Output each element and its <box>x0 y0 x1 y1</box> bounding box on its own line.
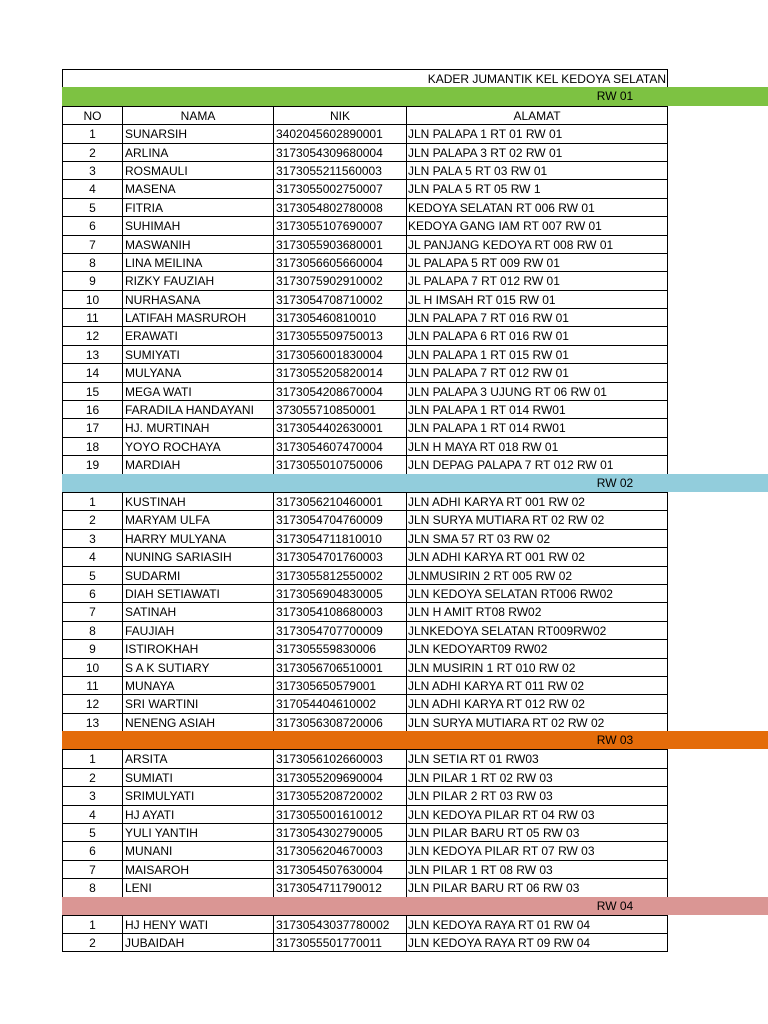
table-row <box>62 860 768 878</box>
cell-alamat[interactable]: JLN KEDOYA RAYA RT 01 RW 04 <box>406 915 668 933</box>
cell-alamat[interactable]: JLN PALAPA 7 RT 012 RW 01 <box>406 363 668 381</box>
cell-nik[interactable]: 3173056102660003 <box>273 749 406 767</box>
cell-alamat[interactable]: JLN SURYA MUTIARA RT 02 RW 02 <box>406 713 668 731</box>
cell-alamat[interactable]: JLN PALAPA 6 RT 016 RW 01 <box>406 326 668 344</box>
table-row <box>62 161 768 179</box>
cell-alamat[interactable]: JLN ADHI KARYA RT 011 RW 02 <box>406 676 668 694</box>
cell-no[interactable]: 11 <box>62 308 122 326</box>
cell-nama[interactable]: SATINAH <box>122 602 273 620</box>
cell-nik[interactable]: 317305559830006 <box>273 639 406 657</box>
table-row <box>62 510 768 528</box>
table-row <box>62 584 768 602</box>
cell-nama[interactable]: SUMIYATI <box>122 345 273 363</box>
cell-nik[interactable]: 3173054711810010 <box>273 529 406 547</box>
cell-no[interactable]: 13 <box>62 345 122 363</box>
cell-nama[interactable]: NURHASANA <box>122 290 273 308</box>
cell-nik[interactable]: 3173055107690007 <box>273 216 406 234</box>
cell-nama[interactable]: ARSITA <box>122 749 273 767</box>
cell-no[interactable]: 5 <box>62 198 122 216</box>
cell-nik[interactable]: 317305650579001 <box>273 676 406 694</box>
cell-nama[interactable]: MASENA <box>122 179 273 197</box>
cell-nik[interactable]: 3173055903680001 <box>273 235 406 253</box>
cell-no[interactable]: 2 <box>62 768 122 786</box>
cell-alamat[interactable]: KEDOYA SELATAN RT 006 RW 01 <box>406 198 668 216</box>
table-row <box>62 749 768 767</box>
cell-nik[interactable]: 3402045602890001 <box>273 124 406 142</box>
cell-alamat[interactable]: JLN KEDOYA PILAR RT 07 RW 03 <box>406 841 668 859</box>
cell-nik[interactable]: 3173054309680004 <box>273 143 406 161</box>
table-row <box>62 602 768 620</box>
cell-no[interactable]: 1 <box>62 124 122 142</box>
cell-nama[interactable]: RIZKY FAUZIAH <box>122 271 273 289</box>
cell-alamat[interactable]: JLN PALAPA 3 UJUNG RT 06 RW 01 <box>406 382 668 400</box>
cell-no[interactable]: 7 <box>62 860 122 878</box>
cell-nik[interactable]: NIK <box>273 106 406 124</box>
table-row <box>62 915 768 933</box>
cell-no[interactable]: 3 <box>62 161 122 179</box>
spreadsheet <box>62 69 768 952</box>
cell-nama[interactable]: MARYAM ULFA <box>122 510 273 528</box>
cell-nik[interactable]: 317054404610002 <box>273 694 406 712</box>
cell-no[interactable]: 4 <box>62 547 122 565</box>
cell-nik[interactable]: 3173055208720002 <box>273 786 406 804</box>
section-band-rw-04 <box>62 897 768 915</box>
table-row <box>62 216 768 234</box>
cell-nama[interactable]: FARADILA HANDAYANI <box>122 400 273 418</box>
cell-nama[interactable]: S A K SUTIARY <box>122 658 273 676</box>
cell-no[interactable]: 2 <box>62 510 122 528</box>
section-label: RW 03 <box>596 733 634 748</box>
cell-nik[interactable]: 3173054208670004 <box>273 382 406 400</box>
cell-no[interactable]: 5 <box>62 823 122 841</box>
table-row <box>62 547 768 565</box>
cell-nik[interactable]: 3173055010750006 <box>273 455 406 473</box>
table-row <box>62 179 768 197</box>
cell-nama[interactable]: FAUJIAH <box>122 621 273 639</box>
cell-no[interactable]: 6 <box>62 584 122 602</box>
cell-nama[interactable]: SRI WARTINI <box>122 694 273 712</box>
cell-nik[interactable]: 3173054701760003 <box>273 547 406 565</box>
cell-nama[interactable]: MAISAROH <box>122 860 273 878</box>
cell-no[interactable]: 19 <box>62 455 122 473</box>
cell-nik[interactable]: 3173055001610012 <box>273 805 406 823</box>
cell-nama[interactable]: SUMIATI <box>122 768 273 786</box>
cell-no[interactable]: 8 <box>62 878 122 896</box>
cell-nama[interactable]: SUHIMAH <box>122 216 273 234</box>
cell-alamat[interactable]: JLN KEDOYART09 RW02 <box>406 639 668 657</box>
cell-nama[interactable]: ISTIROKHAH <box>122 639 273 657</box>
cell-nik[interactable]: 3173055002750007 <box>273 179 406 197</box>
cell-alamat[interactable]: JLN PALAPA 1 RT 014 RW01 <box>406 400 668 418</box>
cell-nama[interactable]: DIAH SETIAWATI <box>122 584 273 602</box>
cell-nama[interactable]: ROSMAULI <box>122 161 273 179</box>
cell-nik[interactable]: 3173054108680003 <box>273 602 406 620</box>
cell-alamat[interactable]: JLN PALAPA 7 RT 016 RW 01 <box>406 308 668 326</box>
cell-nama[interactable]: LATIFAH MASRUROH <box>122 308 273 326</box>
cell-nama[interactable]: KUSTINAH <box>122 492 273 510</box>
cell-alamat[interactable]: JLN DEPAG PALAPA 7 RT 012 RW 01 <box>406 455 668 473</box>
table-row <box>62 400 768 418</box>
cell-no[interactable]: 9 <box>62 639 122 657</box>
cell-alamat[interactable]: JL H IMSAH RT 015 RW 01 <box>406 290 668 308</box>
cell-nik[interactable]: 3173054707700009 <box>273 621 406 639</box>
cell-nama[interactable]: ERAWATI <box>122 326 273 344</box>
cell-nik[interactable]: 3173056204670003 <box>273 841 406 859</box>
table-row <box>62 658 768 676</box>
cell-nama[interactable]: MASWANIH <box>122 235 273 253</box>
cell-no[interactable]: 16 <box>62 400 122 418</box>
header-row <box>62 106 768 124</box>
cell-nama[interactable]: MULYANA <box>122 363 273 381</box>
cell-nama[interactable]: HJ AYATI <box>122 805 273 823</box>
section-label: RW 04 <box>596 898 634 913</box>
table-body <box>62 87 768 951</box>
cell-no[interactable]: 2 <box>62 933 122 951</box>
cell-alamat[interactable]: JLNKEDOYA SELATAN RT009RW02 <box>406 621 668 639</box>
cell-nik[interactable]: 3173054607470004 <box>273 437 406 455</box>
cell-nik[interactable]: 3173055509750013 <box>273 326 406 344</box>
table-row <box>62 841 768 859</box>
cell-nik[interactable]: 3173054704760009 <box>273 510 406 528</box>
table-row <box>62 382 768 400</box>
table-row <box>62 529 768 547</box>
cell-no[interactable]: 17 <box>62 418 122 436</box>
cell-nama[interactable]: SUNARSIH <box>122 124 273 142</box>
table-row <box>62 566 768 584</box>
cell-no[interactable]: 1 <box>62 915 122 933</box>
cell-no[interactable]: 1 <box>62 492 122 510</box>
cell-alamat[interactable]: JLN MUSIRIN 1 RT 010 RW 02 <box>406 658 668 676</box>
cell-alamat[interactable]: JLN KEDOYA RAYA RT 09 RW 04 <box>406 933 668 951</box>
cell-no[interactable]: NO <box>62 106 122 124</box>
cell-nama[interactable]: FITRIA <box>122 198 273 216</box>
table-row <box>62 768 768 786</box>
cell-nik[interactable]: 3173054802780008 <box>273 198 406 216</box>
table-row <box>62 805 768 823</box>
cell-nik[interactable]: 3173055211560003 <box>273 161 406 179</box>
cell-nik[interactable]: 3173056001830004 <box>273 345 406 363</box>
cell-nama[interactable]: MUNAYA <box>122 676 273 694</box>
cell-nama[interactable]: NENENG ASIAH <box>122 713 273 731</box>
table-row <box>62 290 768 308</box>
cell-nama[interactable]: HJ HENY WATI <box>122 915 273 933</box>
cell-nik[interactable]: 3173056904830005 <box>273 584 406 602</box>
table-row <box>62 437 768 455</box>
cell-nik[interactable]: 317305460810010 <box>273 308 406 326</box>
cell-alamat[interactable]: JL PALAPA 5 RT 009 RW 01 <box>406 253 668 271</box>
cell-nama[interactable]: NAMA <box>122 106 273 124</box>
cell-nik[interactable]: 3173056605660004 <box>273 253 406 271</box>
cell-alamat[interactable]: JLN SURYA MUTIARA RT 02 RW 02 <box>406 510 668 528</box>
cell-nik[interactable]: 373055710850001 <box>273 400 406 418</box>
cell-nik[interactable]: 3173055205820014 <box>273 363 406 381</box>
section-label: RW 01 <box>596 89 634 104</box>
cell-alamat[interactable]: JL PANJANG KEDOYA RT 008 RW 01 <box>406 235 668 253</box>
table-row <box>62 124 768 142</box>
table-row <box>62 235 768 253</box>
section-label: RW 02 <box>596 475 634 490</box>
cell-no[interactable]: 10 <box>62 658 122 676</box>
title-row <box>62 69 668 87</box>
table-row <box>62 878 768 896</box>
cell-no[interactable]: 8 <box>62 621 122 639</box>
cell-no[interactable]: 4 <box>62 805 122 823</box>
cell-nik[interactable]: 3173054402630001 <box>273 418 406 436</box>
cell-no[interactable]: 11 <box>62 676 122 694</box>
table-row <box>62 694 768 712</box>
cell-nik[interactable]: 3173054302790005 <box>273 823 406 841</box>
table-row <box>62 253 768 271</box>
cell-alamat[interactable]: JLN PILAR 1 RT 02 RW 03 <box>406 768 668 786</box>
cell-nama[interactable]: SRIMULYATI <box>122 786 273 804</box>
table-row <box>62 308 768 326</box>
cell-nik[interactable]: 3173054708710002 <box>273 290 406 308</box>
table-row <box>62 143 768 161</box>
cell-no[interactable]: 12 <box>62 326 122 344</box>
cell-no[interactable]: 10 <box>62 290 122 308</box>
cell-alamat[interactable]: JLN PILAR 1 RT 08 RW 03 <box>406 860 668 878</box>
cell-nama[interactable]: MUNANI <box>122 841 273 859</box>
cell-nik[interactable]: 3173055209690004 <box>273 768 406 786</box>
table-row <box>62 345 768 363</box>
cell-no[interactable]: 6 <box>62 216 122 234</box>
cell-nik[interactable]: 3173056706510001 <box>273 658 406 676</box>
cell-no[interactable]: 1 <box>62 749 122 767</box>
cell-alamat[interactable]: JLN KEDOYA SELATAN RT006 RW02 <box>406 584 668 602</box>
cell-alamat[interactable]: JLN PALA 5 RT 05 RW 1 <box>406 179 668 197</box>
cell-no[interactable]: 7 <box>62 602 122 620</box>
table-row <box>62 823 768 841</box>
cell-nama[interactable]: MARDIAH <box>122 455 273 473</box>
cell-nik[interactable]: 3173056308720006 <box>273 713 406 731</box>
table-row <box>62 786 768 804</box>
table-row <box>62 418 768 436</box>
table-row <box>62 676 768 694</box>
cell-alamat[interactable]: JLNMUSIRIN 2 RT 005 RW 02 <box>406 566 668 584</box>
cell-nama[interactable]: YOYO ROCHAYA <box>122 437 273 455</box>
cell-no[interactable]: 14 <box>62 363 122 381</box>
cell-nama[interactable]: MEGA WATI <box>122 382 273 400</box>
cell-alamat[interactable]: JLN PILAR BARU RT 05 RW 03 <box>406 823 668 841</box>
section-band-rw-01 <box>62 87 768 105</box>
cell-nik[interactable]: 3173056210460001 <box>273 492 406 510</box>
cell-alamat[interactable]: JLN ADHI KARYA RT 012 RW 02 <box>406 694 668 712</box>
table-row <box>62 713 768 731</box>
cell-alamat[interactable]: ALAMAT <box>406 106 668 124</box>
cell-nik[interactable]: 31730543037780002 <box>273 915 406 933</box>
cell-alamat[interactable]: JLN PALAPA 1 RT 01 RW 01 <box>406 124 668 142</box>
cell-alamat[interactable]: JLN PALA 5 RT 03 RW 01 <box>406 161 668 179</box>
table-row <box>62 639 768 657</box>
cell-nama[interactable]: SUDARMI <box>122 566 273 584</box>
cell-nama[interactable]: HJ. MURTINAH <box>122 418 273 436</box>
cell-alamat[interactable]: JLN SMA 57 RT 03 RW 02 <box>406 529 668 547</box>
sheet-title: KADER JUMANTIK KEL KEDOYA SELATAN <box>427 72 666 86</box>
cell-nama[interactable]: HARRY MULYANA <box>122 529 273 547</box>
cell-no[interactable]: 2 <box>62 143 122 161</box>
cell-no[interactable]: 3 <box>62 786 122 804</box>
cell-alamat[interactable]: JLN PALAPA 1 RT 015 RW 01 <box>406 345 668 363</box>
cell-nama[interactable]: ARLINA <box>122 143 273 161</box>
cell-alamat[interactable]: JLN PILAR 2 RT 03 RW 03 <box>406 786 668 804</box>
cell-nik[interactable]: 3173055501770011 <box>273 933 406 951</box>
cell-alamat[interactable]: JLN ADHI KARYA RT 001 RW 02 <box>406 547 668 565</box>
cell-no[interactable]: 4 <box>62 179 122 197</box>
section-band-rw-02 <box>62 474 768 492</box>
cell-nama[interactable]: YULI YANTIH <box>122 823 273 841</box>
cell-alamat[interactable]: JLN H AMIT RT08 RW02 <box>406 602 668 620</box>
table-row <box>62 621 768 639</box>
cell-nik[interactable]: 3173055812550002 <box>273 566 406 584</box>
cell-alamat[interactable]: JL PALAPA 7 RT 012 RW 01 <box>406 271 668 289</box>
cell-alamat[interactable]: JLN PALAPA 3 RT 02 RW 01 <box>406 143 668 161</box>
cell-no[interactable]: 12 <box>62 694 122 712</box>
table-row <box>62 933 768 951</box>
cell-nik[interactable]: 3173054507630004 <box>273 860 406 878</box>
cell-no[interactable]: 13 <box>62 713 122 731</box>
cell-nik[interactable]: 3173075902910002 <box>273 271 406 289</box>
section-band-rw-03 <box>62 731 768 749</box>
cell-alamat[interactable]: JLN ADHI KARYA RT 001 RW 02 <box>406 492 668 510</box>
cell-nama[interactable]: LENI <box>122 878 273 896</box>
cell-no[interactable]: 9 <box>62 271 122 289</box>
cell-alamat[interactable]: JLN PILAR BARU RT 06 RW 03 <box>406 878 668 896</box>
cell-no[interactable]: 5 <box>62 566 122 584</box>
table-row <box>62 271 768 289</box>
cell-alamat[interactable]: KEDOYA GANG IAM RT 007 RW 01 <box>406 216 668 234</box>
cell-alamat[interactable]: JLN SETIA RT 01 RW03 <box>406 749 668 767</box>
cell-no[interactable]: 15 <box>62 382 122 400</box>
cell-no[interactable]: 6 <box>62 841 122 859</box>
cell-no[interactable]: 3 <box>62 529 122 547</box>
table-row <box>62 326 768 344</box>
table-row <box>62 198 768 216</box>
cell-alamat[interactable]: JLN KEDOYA PILAR RT 04 RW 03 <box>406 805 668 823</box>
cell-no[interactable]: 7 <box>62 235 122 253</box>
cell-no[interactable]: 18 <box>62 437 122 455</box>
table-row <box>62 492 768 510</box>
cell-nama[interactable]: JUBAIDAH <box>122 933 273 951</box>
table-row <box>62 455 768 473</box>
cell-no[interactable]: 8 <box>62 253 122 271</box>
cell-nama[interactable]: LINA MEILINA <box>122 253 273 271</box>
cell-alamat[interactable]: JLN H MAYA RT 018 RW 01 <box>406 437 668 455</box>
cell-alamat[interactable]: JLN PALAPA 1 RT 014 RW01 <box>406 418 668 436</box>
cell-nik[interactable]: 3173054711790012 <box>273 878 406 896</box>
cell-nama[interactable]: NUNING SARIASIH <box>122 547 273 565</box>
table-row <box>62 363 768 381</box>
